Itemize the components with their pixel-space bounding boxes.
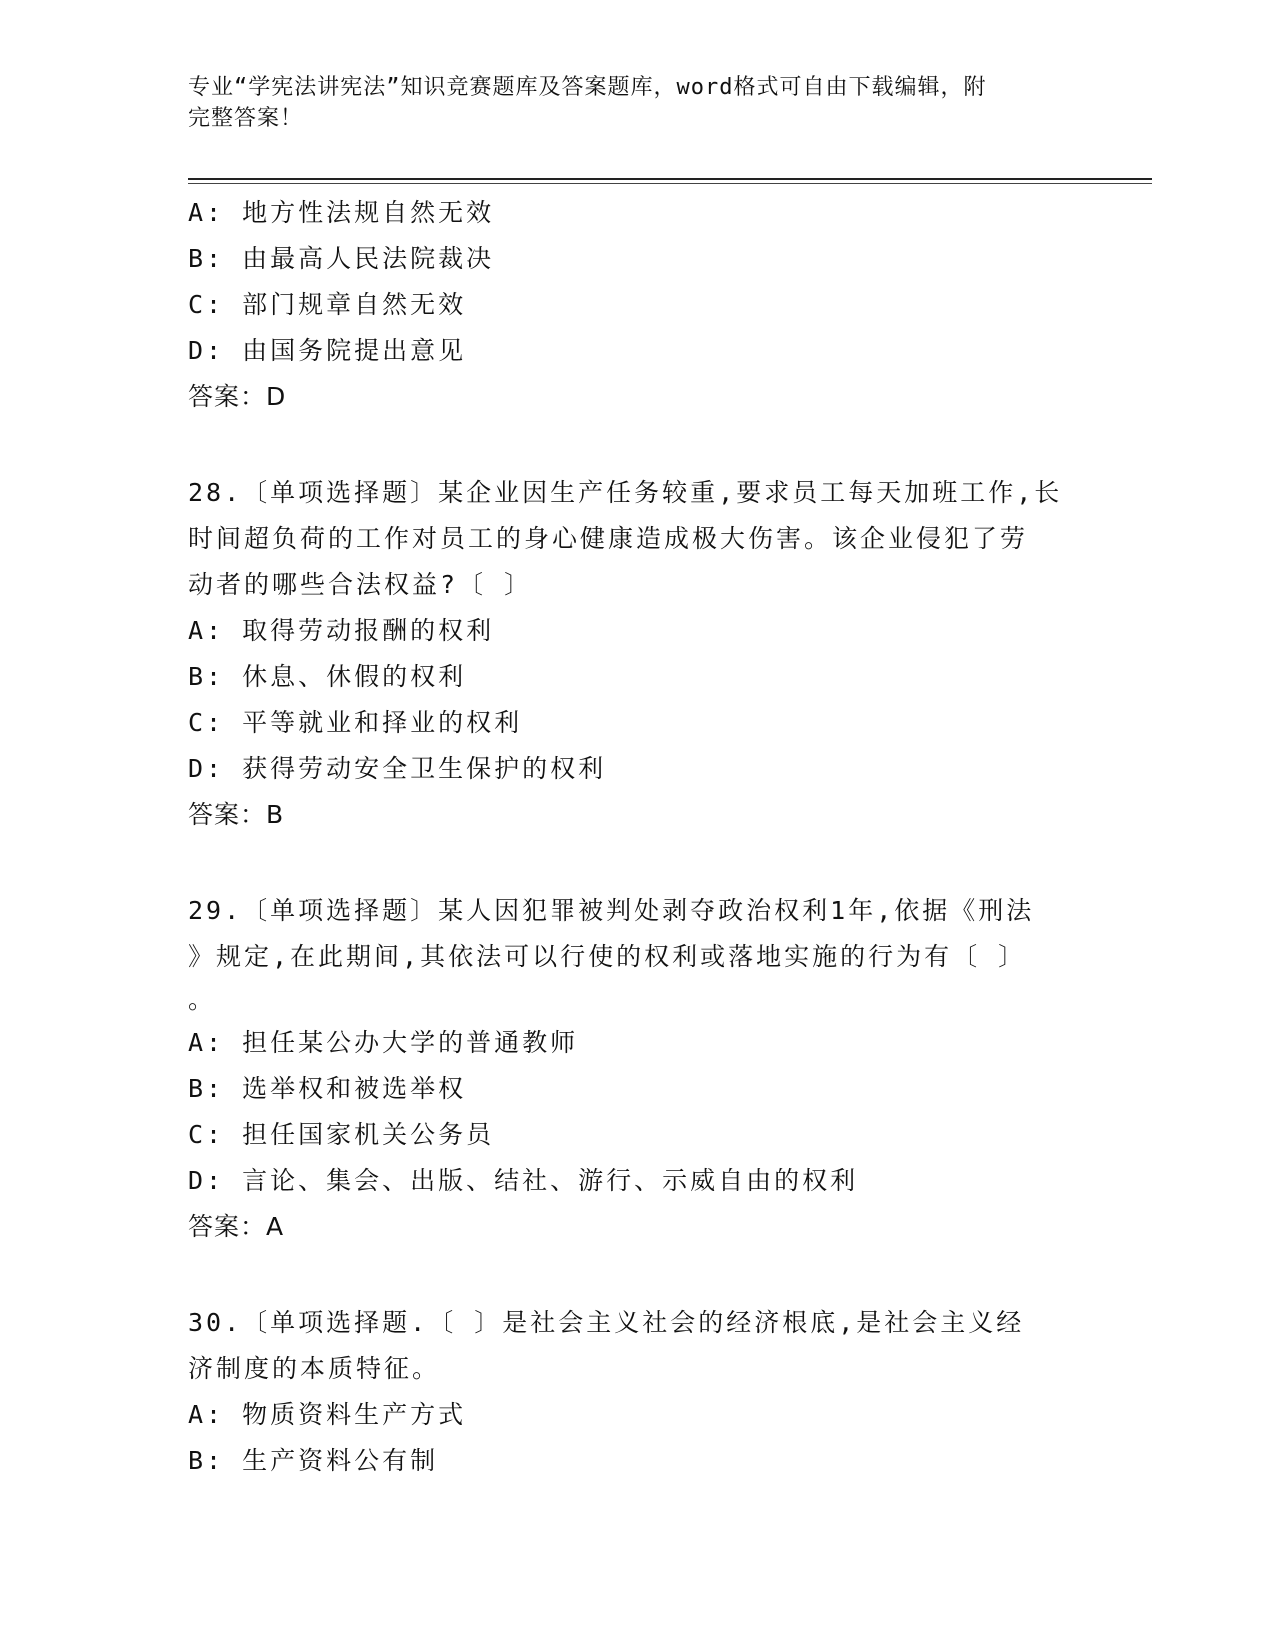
option-b: B: 生产资料公有制: [188, 1446, 439, 1475]
question-28: [188, 470, 1088, 838]
question-list: [188, 190, 1088, 1484]
answer-label: 答案：B: [188, 800, 285, 829]
option-a: A: 地方性法规自然无效: [188, 198, 495, 227]
question-text-line: 29.〔单项选择题〕某人因犯罪被判处剥夺政治权利1年,依据《刑法: [188, 896, 1035, 925]
question-30: [188, 1300, 1088, 1484]
header-line-1: 专业“学宪法讲宪法”知识竞赛题库及答案题库，word格式可自由下载编辑，附: [188, 75, 987, 100]
answer-label: 答案：A: [188, 1212, 285, 1241]
header-divider-thick: [188, 178, 1152, 180]
option-d: D: 言论、集会、出版、结社、游行、示威自由的权利: [188, 1166, 859, 1195]
question-27-tail: [188, 190, 1088, 420]
option-d: D: 获得劳动安全卫生保护的权利: [188, 754, 607, 783]
question-text-line: 30.〔单项选择题.〔 〕是社会主义社会的经济根底,是社会主义经: [188, 1308, 1025, 1337]
document-header: [188, 72, 1068, 134]
header-divider-thin: [188, 183, 1152, 184]
question-text-line: 时间超负荷的工作对员工的身心健康造成极大伤害。该企业侵犯了劳: [188, 524, 1029, 553]
option-c: C: 部门规章自然无效: [188, 290, 467, 319]
option-b: B: 休息、休假的权利: [188, 662, 467, 691]
question-text-line: 。: [188, 985, 217, 1014]
option-c: C: 担任国家机关公务员: [188, 1120, 495, 1149]
question-text-line: 》规定,在此期间,其依法可以行使的权利或落地实施的行为有〔 〕: [188, 942, 1027, 971]
question-text-line: 济制度的本质特征。: [188, 1354, 441, 1383]
option-a: A: 担任某公办大学的普通教师: [188, 1028, 579, 1057]
question-29: [188, 888, 1088, 1250]
answer-label: 答案：D: [188, 382, 287, 411]
option-b: B: 选举权和被选举权: [188, 1074, 467, 1103]
option-c: C: 平等就业和择业的权利: [188, 708, 523, 737]
option-a: A: 取得劳动报酬的权利: [188, 616, 495, 645]
header-line-2: 完整答案！: [188, 106, 304, 131]
option-d: D: 由国务院提出意见: [188, 336, 467, 365]
question-text-line: 动者的哪些合法权益?〔 〕: [188, 570, 533, 599]
option-b: B: 由最高人民法院裁决: [188, 244, 495, 273]
question-text-line: 28.〔单项选择题〕某企业因生产任务较重,要求员工每天加班工作,长: [188, 478, 1063, 507]
option-a: A: 物质资料生产方式: [188, 1400, 467, 1429]
